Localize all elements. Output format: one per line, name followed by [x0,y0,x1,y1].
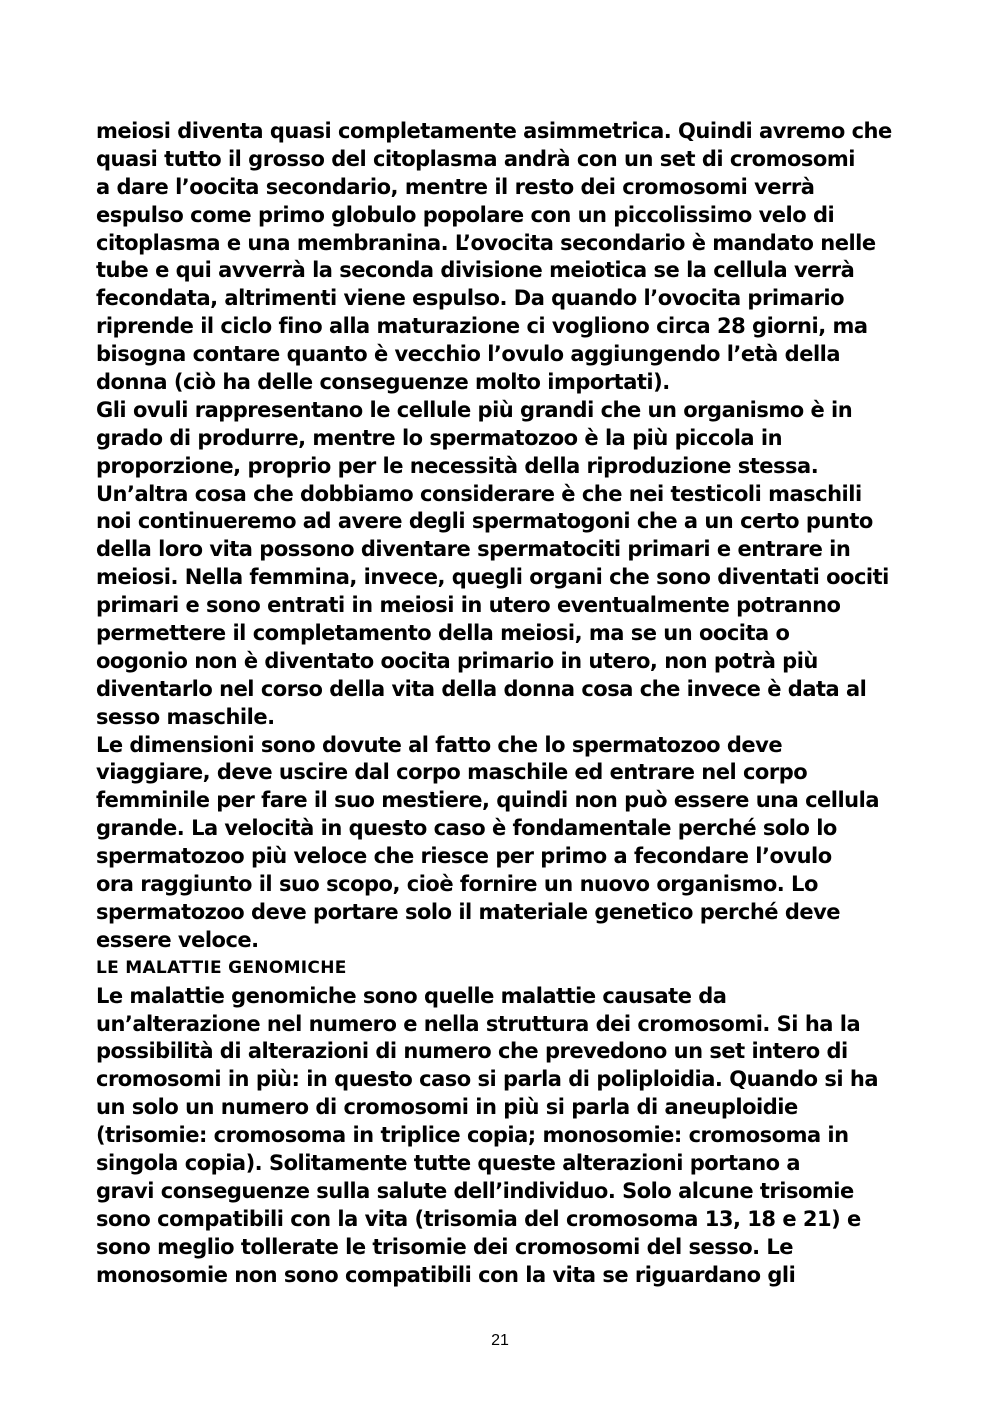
text-line: essere veloce. [96,927,259,952]
text-line: grado di produrre, mentre lo spermatozoo è la più piccola in [96,425,783,450]
text-line: Un’altra cosa che dobbiamo considerare è che nei testicoli maschili [96,481,862,506]
text-line: gravi conseguenze sulla salute dell’individuo. Solo alcune trisomie [96,1178,854,1203]
text-line: grande. La velocità in questo caso è fondamentale perché solo lo [96,816,837,841]
text-line: oogonio non è diventato oocita primario in utero, non potrà più [96,648,818,673]
text-line: un solo un numero di cromosomi in più si parla di aneuploidie [96,1095,798,1120]
text-line: primari e sono entrati in meiosi in utero eventualmente potranno [96,593,841,618]
text-line: noi continueremo ad avere degli spermatogoni che a un certo punto [96,509,873,534]
text-line: citoplasma e una membranina. L’ovocita secondario è mandato nelle [96,230,876,255]
page-number: 21 [491,1332,509,1349]
text-line: possibilità di alterazioni di numero che prevedono un set intero di [96,1039,848,1064]
text-line: Gli ovuli rappresentano le cellule più grandi che un organismo è in [96,397,853,422]
text-line: donna (ciò ha delle conseguenze molto importati). [96,370,670,395]
text-line: fecondata, altrimenti viene espulso. Da quando l’ovocita primario [96,286,845,311]
text-line: cromosomi in più: in questo caso si parla di poliploidia. Quando si ha [96,1067,879,1092]
text-line: sesso maschile. [96,704,275,729]
text-line: a dare l’oocita secondario, mentre il resto dei cromosomi verrà [96,174,815,199]
text-line: singola copia). Solitamente tutte queste alterazioni portano a [96,1150,801,1175]
text-line: spermatozoo deve portare solo il materiale genetico perché deve [96,899,841,924]
text-line: proporzione, proprio per le necessità della riproduzione stessa. [96,453,819,478]
text-line: un’alterazione nel numero e nella struttura dei cromosomi. Si ha la [96,1011,861,1036]
text-line: sono meglio tollerate le trisomie dei cromosomi del sesso. Le [96,1234,794,1259]
section-heading: LE MALATTIE GENOMICHE [96,957,347,978]
text-line: Le dimensioni sono dovute al fatto che lo spermatozoo deve [96,732,783,757]
text-line: bisogna contare quanto è vecchio l’ovulo aggiungendo l’età della [96,342,841,367]
text-line: (trisomie: cromosoma in triplice copia; monosomie: cromosoma in [96,1123,849,1148]
text-line: femminile per fare il suo mestiere, quindi non può essere una cellula [96,788,880,813]
text-line: tube e qui avverrà la seconda divisione meiotica se la cellula verrà [96,258,855,283]
text-line: espulso come primo globulo popolare con un piccolissimo velo di [96,202,835,227]
text-line: viaggiare, deve uscire dal corpo maschile ed entrare nel corpo [96,760,808,785]
text-line: ora raggiunto il suo scopo, cioè fornire un nuovo organismo. Lo [96,872,818,897]
body-text [96,118,916,1289]
text-line: riprende il ciclo fino alla maturazione ci vogliono circa 28 giorni, ma [96,314,868,339]
text-line: Le malattie genomiche sono quelle malattie causate da [96,983,727,1008]
text-line: permettere il completamento della meiosi, ma se un oocita o [96,621,790,646]
text-line: sono compatibili con la vita (trisomia del cromosoma 13, 18 e 21) e [96,1206,861,1231]
text-line: diventarlo nel corso della vita della donna cosa che invece è data al [96,676,867,701]
text-line: monosomie non sono compatibili con la vita se riguardano gli [96,1262,796,1287]
text-line: della loro vita possono diventare spermatociti primari e entrare in [96,537,851,562]
text-line: meiosi. Nella femmina, invece, quegli organi che sono diventati oociti [96,565,889,590]
text-line: meiosi diventa quasi completamente asimmetrica. Quindi avremo che [96,119,892,143]
text-line: quasi tutto il grosso del citoplasma andrà con un set di cromosomi [96,146,855,171]
text-line: spermatozoo più veloce che riesce per primo a fecondare l’ovulo [96,844,832,869]
